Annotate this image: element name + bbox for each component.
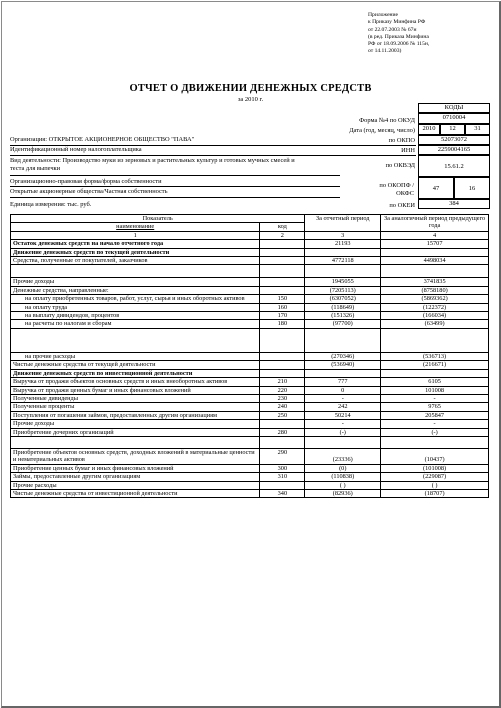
row-previous-value bbox=[381, 436, 489, 448]
table-row bbox=[11, 394, 489, 402]
row-name: Полученные дивиденды bbox=[11, 394, 260, 402]
row-name: Движение денежных средств по текущей деятельности bbox=[11, 248, 260, 256]
column-number: 4 bbox=[381, 231, 489, 239]
row-current-value: (0) bbox=[305, 464, 381, 472]
appendix-note bbox=[368, 12, 496, 56]
row-previous-value bbox=[381, 328, 489, 352]
code-header: код bbox=[260, 223, 305, 231]
table-row bbox=[11, 489, 489, 497]
row-name: на выплату дивидендов, процентов bbox=[11, 312, 260, 320]
row-current-value: (23336) bbox=[305, 448, 381, 464]
row-current-value bbox=[305, 248, 381, 256]
row-code: 240 bbox=[260, 403, 305, 411]
row-code: 250 bbox=[260, 411, 305, 419]
row-code: 180 bbox=[260, 320, 305, 328]
column-number: 2 bbox=[260, 231, 305, 239]
appendix-line: от 14.11.2003) bbox=[368, 48, 402, 55]
row-previous-value: (10437) bbox=[381, 448, 489, 464]
table-row bbox=[11, 328, 489, 352]
row-name: Чистые денежные средства от инвестиционной деятельности bbox=[11, 489, 260, 497]
row-current-value: 242 bbox=[305, 403, 381, 411]
appendix-line: (в ред. Приказа Минфина bbox=[368, 33, 429, 40]
okpo-value: 52073072 bbox=[418, 135, 490, 145]
row-previous-value: 15707 bbox=[381, 240, 489, 248]
row-name: на прочие расходы bbox=[11, 352, 260, 360]
row-code bbox=[260, 240, 305, 248]
row-previous-value: (122372) bbox=[381, 303, 489, 311]
row-current-value: - bbox=[305, 420, 381, 428]
row-current-value bbox=[305, 265, 381, 278]
row-code: 310 bbox=[260, 473, 305, 481]
row-name bbox=[11, 436, 260, 448]
table-row bbox=[11, 436, 489, 448]
legal-form-label: Организационно-правовая форма/форма собственности bbox=[10, 178, 162, 185]
column-number: 3 bbox=[305, 231, 381, 239]
row-name: Прочие доходы bbox=[11, 420, 260, 428]
okpo-label: по ОКПО bbox=[388, 137, 415, 144]
row-current-value: 21193 bbox=[305, 240, 381, 248]
table-row bbox=[11, 361, 489, 369]
table-row bbox=[11, 464, 489, 472]
row-code: 220 bbox=[260, 386, 305, 394]
okved-label: по ОКВЭД bbox=[385, 162, 415, 169]
row-name: Приобретение ценных бумаг и иных финансовых вложений bbox=[11, 464, 260, 472]
okved-value: 15.61.2 bbox=[418, 155, 490, 177]
row-current-value: (7205113) bbox=[305, 286, 381, 294]
row-code: 230 bbox=[260, 394, 305, 402]
table-row bbox=[11, 420, 489, 428]
row-name: Поступления от погашения займов, предоставленных другим организациям bbox=[11, 411, 260, 419]
column-number: 1 bbox=[11, 231, 260, 239]
row-previous-value: (101008) bbox=[381, 464, 489, 472]
row-current-value: (110838) bbox=[305, 473, 381, 481]
row-name: Приобретение объектов основных средств, доходных вложений в материальные ценности и нематериальных активов bbox=[11, 448, 260, 464]
organization-label: Организация: ОТКРЫТОЕ АКЦИОНЕРНОЕ ОБЩЕСТВО "ПАВА" bbox=[10, 136, 195, 143]
row-previous-value: (18707) bbox=[381, 489, 489, 497]
row-previous-value: (-) bbox=[381, 428, 489, 436]
organization-underline bbox=[10, 145, 416, 146]
row-current-value: (97700) bbox=[305, 320, 381, 328]
current-period-header: За отчетный период bbox=[305, 215, 381, 232]
date-year: 2010 bbox=[418, 124, 440, 135]
appendix-line: от 22.07.2003 № 67н bbox=[368, 26, 417, 33]
row-current-value: ( ) bbox=[305, 481, 381, 489]
row-current-value bbox=[305, 328, 381, 352]
row-current-value: 4772118 bbox=[305, 257, 381, 265]
ownership-underline bbox=[10, 197, 340, 198]
row-name: на расчеты по налогам и сборам bbox=[11, 320, 260, 328]
table-row bbox=[11, 303, 489, 311]
row-name: Полученные проценты bbox=[11, 403, 260, 411]
date-month: 12 bbox=[440, 124, 465, 135]
row-previous-value: 4498034 bbox=[381, 257, 489, 265]
row-previous-value bbox=[381, 369, 489, 377]
row-code: 290 bbox=[260, 448, 305, 464]
row-current-value: (6307052) bbox=[305, 295, 381, 303]
row-current-value bbox=[305, 369, 381, 377]
table-row bbox=[11, 320, 489, 328]
appendix-line: Приложение bbox=[368, 12, 399, 18]
table-row bbox=[11, 428, 489, 436]
row-code bbox=[260, 328, 305, 352]
legal-form-underline bbox=[10, 186, 340, 187]
unit-label: Единица измерения: тыс. руб. bbox=[10, 201, 92, 208]
table-row bbox=[11, 257, 489, 265]
row-code bbox=[260, 278, 305, 286]
form-code: 0710004 bbox=[418, 113, 490, 124]
row-current-value: 777 bbox=[305, 378, 381, 386]
row-code bbox=[260, 286, 305, 294]
appendix-line: к Приказу Минфина РФ bbox=[368, 19, 426, 26]
table-row bbox=[11, 473, 489, 481]
okfs-value: 16 bbox=[454, 177, 490, 199]
row-code: 340 bbox=[260, 489, 305, 497]
row-name: Займы, предоставленные другим организациям bbox=[11, 473, 260, 481]
activity-label: Вид деятельности: Производство муки из зерновых и растительных культур и готовых мучных смесей и теста для выпечки bbox=[10, 157, 295, 172]
row-previous-value: 9765 bbox=[381, 403, 489, 411]
name-header: наименование bbox=[11, 223, 260, 231]
row-code bbox=[260, 369, 305, 377]
row-name: Средства, полученные от покупателей, заказчиков bbox=[11, 257, 260, 265]
row-previous-value: 101008 bbox=[381, 386, 489, 394]
table-row bbox=[11, 448, 489, 464]
row-current-value: (82936) bbox=[305, 489, 381, 497]
activity-underline bbox=[10, 175, 340, 176]
row-current-value: 50214 bbox=[305, 411, 381, 419]
row-name: на оплату приобретенных товаров, работ, услуг, сырья и иных оборотных активов bbox=[11, 295, 260, 303]
row-current-value bbox=[305, 436, 381, 448]
row-name bbox=[11, 265, 260, 278]
row-previous-value: - bbox=[381, 420, 489, 428]
row-name: на оплату труда bbox=[11, 303, 260, 311]
row-current-value: (-) bbox=[305, 428, 381, 436]
inn-underline bbox=[10, 155, 416, 156]
row-previous-value: (216671) bbox=[381, 361, 489, 369]
row-code bbox=[260, 361, 305, 369]
row-code: 280 bbox=[260, 428, 305, 436]
row-current-value: (118649) bbox=[305, 303, 381, 311]
row-name: Выручка от продажи объектов основных средств и иных внеоборотных активов bbox=[11, 378, 260, 386]
row-code: 210 bbox=[260, 378, 305, 386]
row-code bbox=[260, 248, 305, 256]
okei-label: по ОКЕИ bbox=[389, 202, 415, 209]
table-row bbox=[11, 411, 489, 419]
form-label: Форма №4 по ОКУД bbox=[359, 117, 415, 124]
row-current-value: (536940) bbox=[305, 361, 381, 369]
row-name: Прочие расходы bbox=[11, 481, 260, 489]
report-title: ОТЧЕТ О ДВИЖЕНИИ ДЕНЕЖНЫХ СРЕДСТВ bbox=[129, 83, 372, 94]
row-previous-value: (229087) bbox=[381, 473, 489, 481]
previous-period-header: За аналогичный период предыдущего года bbox=[381, 215, 489, 232]
row-name: Приобретение дочерних организаций bbox=[11, 428, 260, 436]
table-row bbox=[11, 295, 489, 303]
row-previous-value bbox=[381, 265, 489, 278]
okopf-label: по ОКОПФ / ОКФС bbox=[379, 182, 414, 197]
table-row bbox=[11, 265, 489, 278]
row-name: Движение денежных средств по инвестиционной деятельности bbox=[11, 369, 260, 377]
table-row bbox=[11, 481, 489, 489]
row-code bbox=[260, 436, 305, 448]
table-row bbox=[11, 386, 489, 394]
codes-header: КОДЫ bbox=[418, 103, 490, 113]
okopf-value: 47 bbox=[418, 177, 454, 199]
date-day: 31 bbox=[465, 124, 490, 135]
inn-label: ИНН bbox=[401, 147, 415, 154]
table-row bbox=[11, 312, 489, 320]
row-previous-value: (8758180) bbox=[381, 286, 489, 294]
table-row bbox=[11, 286, 489, 294]
inn-row-label: Идентификационный номер налогоплательщика bbox=[10, 146, 142, 153]
row-current-value: (270346) bbox=[305, 352, 381, 360]
row-code bbox=[260, 420, 305, 428]
row-current-value: (151326) bbox=[305, 312, 381, 320]
row-name: Денежные средства, направленные: bbox=[11, 286, 260, 294]
row-current-value: 0 bbox=[305, 386, 381, 394]
row-previous-value: (536713) bbox=[381, 352, 489, 360]
row-previous-value: (166034) bbox=[381, 312, 489, 320]
row-previous-value: (63499) bbox=[381, 320, 489, 328]
row-name bbox=[11, 328, 260, 352]
row-code bbox=[260, 265, 305, 278]
row-name: Чистые денежные средства от текущей деятельности bbox=[11, 361, 260, 369]
row-code bbox=[260, 257, 305, 265]
table-row bbox=[11, 248, 489, 256]
row-code: 300 bbox=[260, 464, 305, 472]
row-current-value: - bbox=[305, 394, 381, 402]
row-code: 150 bbox=[260, 295, 305, 303]
row-previous-value: ( ) bbox=[381, 481, 489, 489]
row-previous-value bbox=[381, 248, 489, 256]
row-code bbox=[260, 481, 305, 489]
table-row bbox=[11, 403, 489, 411]
table-row bbox=[11, 278, 489, 286]
cash-flow-table bbox=[10, 214, 489, 498]
row-previous-value: (5869362) bbox=[381, 295, 489, 303]
row-code: 170 bbox=[260, 312, 305, 320]
table-row bbox=[11, 378, 489, 386]
indicator-header: Показатель bbox=[11, 215, 305, 223]
row-code: 160 bbox=[260, 303, 305, 311]
row-current-value: 1945055 bbox=[305, 278, 381, 286]
table-row bbox=[11, 240, 489, 248]
appendix-line: РФ от 18.09.2006 № 115н, bbox=[368, 41, 430, 48]
inn-value: 2259004165 bbox=[418, 145, 490, 155]
row-code bbox=[260, 352, 305, 360]
row-name: Остаток денежных средств на начало отчетного года bbox=[11, 240, 260, 248]
row-name: Выручка от продажи ценных бумаг и иных финансовых вложений bbox=[11, 386, 260, 394]
table-row bbox=[11, 369, 489, 377]
row-previous-value: - bbox=[381, 394, 489, 402]
date-label: Дата (год, месяц, число) bbox=[349, 127, 415, 134]
ownership-label: Открытые акционерные общества/Частная собственность bbox=[10, 188, 168, 195]
row-previous-value: 205847 bbox=[381, 411, 489, 419]
report-period: за 2010 г. bbox=[237, 96, 264, 103]
row-name: Прочие доходы bbox=[11, 278, 260, 286]
okei-value: 384 bbox=[418, 199, 490, 209]
table-row bbox=[11, 352, 489, 360]
row-previous-value: 3741835 bbox=[381, 278, 489, 286]
row-previous-value: 6105 bbox=[381, 378, 489, 386]
